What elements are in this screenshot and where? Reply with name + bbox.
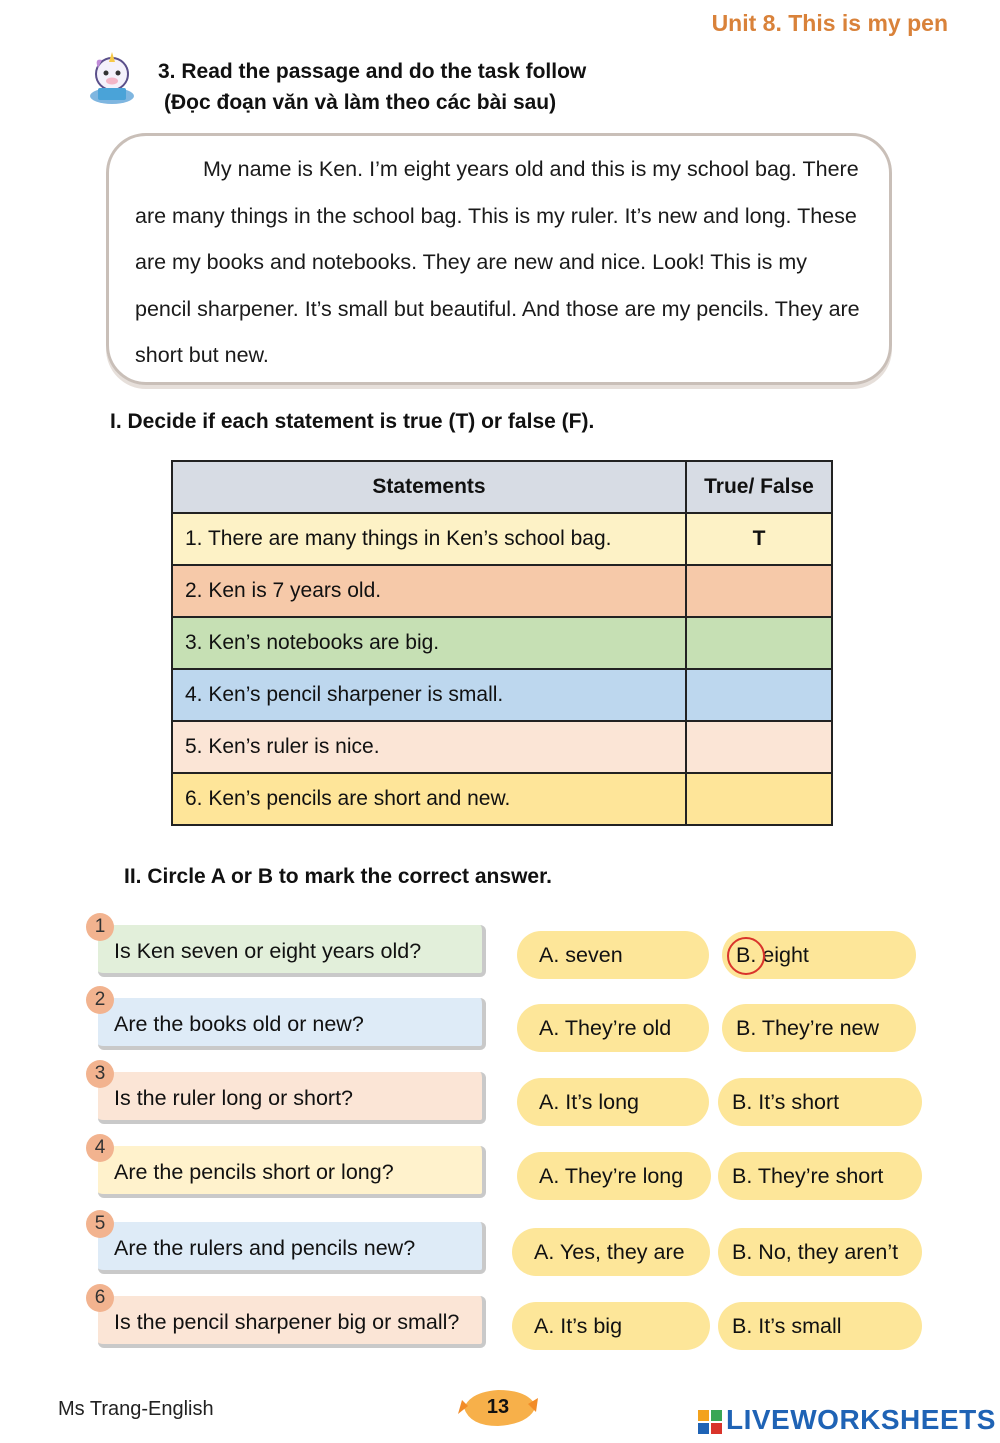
question-number: 3	[86, 1060, 114, 1088]
answer-circle-mark	[727, 937, 765, 975]
liveworksheets-brand[interactable]: LIVEWORKSHEETS	[726, 1404, 996, 1435]
option-b-button[interactable]: B. No, they aren’t	[718, 1228, 922, 1276]
task-title	[158, 56, 586, 118]
option-a-button[interactable]: A. They’re long	[517, 1152, 711, 1200]
answer-cell[interactable]	[686, 721, 832, 773]
page-number: 13	[486, 1396, 510, 1418]
passage-text: My name is Ken. I’m eight years old and this is my school bag. There are many things in the school bag. This is my ruler. It’s new and long. These are my books and notebooks. They are new and nice. Look! This is my pencil sharpener. It’s small but beautiful. And those are my pencils. They are short but new.	[135, 157, 860, 367]
footer-author: Ms Trang-English	[58, 1398, 214, 1420]
question-box: Is the ruler long or short?	[98, 1072, 486, 1124]
unit-title: Unit 8. This is my pen	[711, 10, 948, 36]
table-row	[172, 565, 832, 617]
question-box: Are the books old or new?	[98, 998, 486, 1050]
unicorn-reading-icon	[84, 50, 140, 106]
part1-title: I. Decide if each statement is true (T) or false (F).	[110, 410, 595, 433]
question-box: Are the rulers and pencils new?	[98, 1222, 486, 1274]
answer-cell[interactable]	[686, 565, 832, 617]
answer-cell[interactable]	[686, 669, 832, 721]
liveworksheets-logo-icon	[698, 1410, 722, 1434]
task-title-text: 3. Read the passage and do the task follow	[158, 60, 587, 83]
option-b-button[interactable]: B. They’re new	[722, 1004, 916, 1052]
statement-cell: 6. Ken’s pencils are short and new.	[172, 773, 686, 825]
question-number: 6	[86, 1284, 114, 1312]
statement-cell: 3. Ken’s notebooks are big.	[172, 617, 686, 669]
question-number: 4	[86, 1134, 114, 1162]
statement-cell: 2. Ken is 7 years old.	[172, 565, 686, 617]
table-row	[172, 617, 832, 669]
option-b-button[interactable]: B. They’re short	[718, 1152, 922, 1200]
question-number: 5	[86, 1210, 114, 1238]
table-row	[172, 721, 832, 773]
question-number: 2	[86, 986, 114, 1014]
answer-cell[interactable]: T	[686, 513, 832, 565]
question-number: 1	[86, 913, 114, 941]
answer-cell[interactable]	[686, 617, 832, 669]
option-a-button[interactable]: A. Yes, they are	[512, 1228, 710, 1276]
option-b-button[interactable]: B. It’s small	[718, 1302, 922, 1350]
question-box: Is the pencil sharpener big or small?	[98, 1296, 486, 1348]
option-a-button[interactable]: A. They’re old	[517, 1004, 709, 1052]
answer-cell[interactable]	[686, 773, 832, 825]
statements-header: Statements	[172, 461, 686, 513]
statement-cell: 4. Ken’s pencil sharpener is small.	[172, 669, 686, 721]
task-subtitle: (Đọc đoạn văn và làm theo các bài sau)	[164, 91, 557, 114]
option-a-button[interactable]: A. seven	[517, 931, 709, 979]
option-b-button[interactable]: B. eight	[722, 931, 916, 979]
option-b-button[interactable]: B. It’s short	[718, 1078, 922, 1126]
option-a-button[interactable]: A. It’s big	[512, 1302, 710, 1350]
question-box: Is Ken seven or eight years old?	[98, 925, 486, 977]
true-false-table	[171, 460, 833, 826]
table-row	[172, 669, 832, 721]
passage-box	[106, 133, 892, 385]
option-a-button[interactable]: A. It’s long	[517, 1078, 709, 1126]
table-row	[172, 513, 832, 565]
table-row	[172, 773, 832, 825]
statement-cell: 5. Ken’s ruler is nice.	[172, 721, 686, 773]
question-box: Are the pencils short or long?	[98, 1146, 486, 1198]
part2-title: II. Circle A or B to mark the correct answer.	[124, 865, 552, 888]
true-false-header: True/ False	[686, 461, 832, 513]
statement-cell: 1. There are many things in Ken’s school bag.	[172, 513, 686, 565]
